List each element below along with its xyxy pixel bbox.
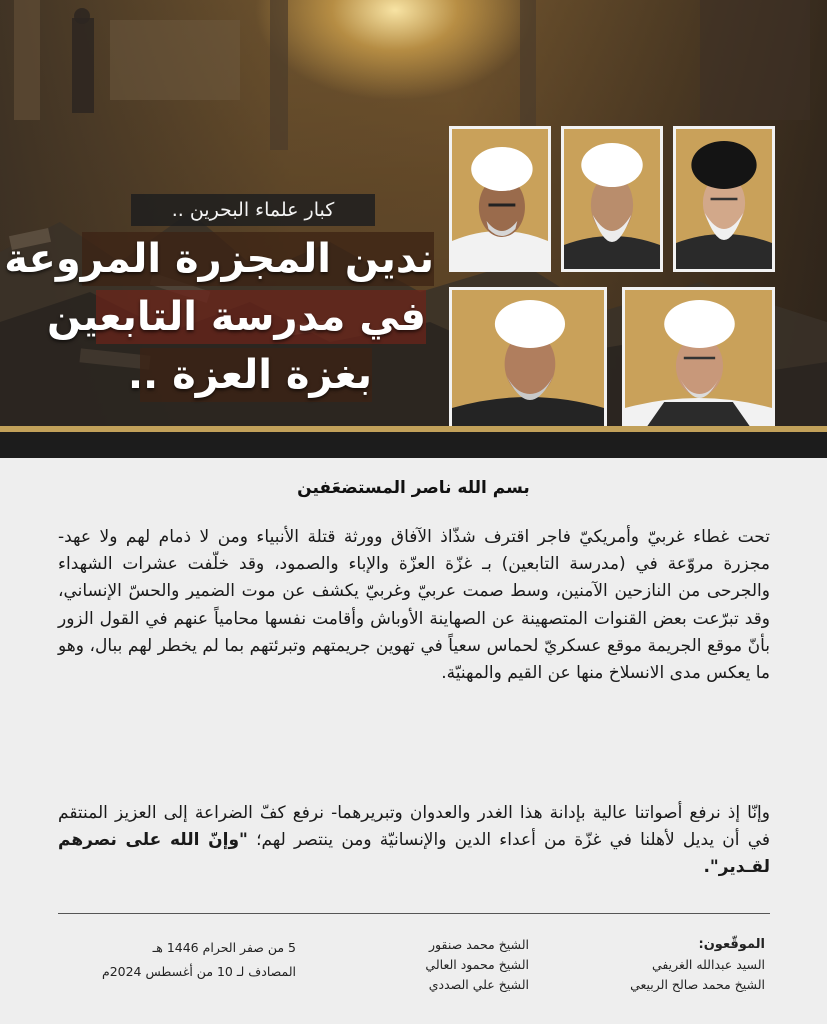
quran-quote: "وإنّ الله على نصرهم لقـدير". — [58, 830, 770, 878]
statement-paragraph-1: تحت غطاء غربيّ وأمريكيّ فاجر اقترف شذّاذ الآفاق وورثة قتلة الأنبياء ومن لا ذمام لهم ولا عهد- مجزرة مروّعة في (مدرسة التابعين) بـ غزّة العزّة والإباء والصمود، وقد خلّفت عشرات الشهداء والجرحى من النازحين الآمنين، وسط صمت عربيّ وغربيّ يكشف عن موت الضمير والحسّ الإنساني، وقد تبرّعت بعض القنوات المتصهينة عن الصهاينة الأوباش وأقامت نفسها محامياً عنهم في القول الزور بأنّ موقع الجريمة موقع عسكريّ لحماس سعياً في تهوين جريمتهم وتبرئتهم بما لم يخطر لهم ببال، وهو ما يعكس مدى الانسلاخ منها عن القيم والمهنيّة. — [58, 527, 770, 684]
headline-line-2: في مدرسة التابعين — [96, 290, 426, 344]
scholar-portrait-white-turban-2 — [561, 126, 663, 272]
signatories-middle — [329, 935, 529, 995]
headline-line-3: بغزة العزة .. — [140, 348, 372, 402]
signatories-right — [545, 935, 765, 995]
signatory-name: السيد عبدالله الغريفي — [651, 957, 765, 972]
hero-banner — [0, 0, 827, 432]
basmala-heading: بسم الله ناصر المستضعَفين — [297, 478, 530, 498]
signatories-title: الموقّعون: — [698, 937, 765, 952]
gregorian-date: المصادف لـ 10 من أغسطس 2024م — [101, 964, 296, 979]
headline-line-1: ندين المجزرة المروعة — [82, 232, 434, 286]
scholar-portrait-white-turban-1 — [449, 126, 551, 272]
signature-divider — [58, 913, 770, 914]
signatory-name: الشيخ محمد صالح الربيعي — [630, 977, 765, 992]
scholar-portrait-white-turban-4 — [622, 287, 775, 432]
statement-paragraph-2 — [58, 800, 770, 882]
statement-paragraph-2-text: وإنّا إذ نرفع أصواتنا عالية بإدانة هذا الغدر والعدوان وتبريرهما- نرفع كفّ الضراعة إلى العزيز المنتقم في أن يديل لأهلنا في غزّة من أعداء الدين والإنسانيّة ومن ينتصر لهم؛ — [58, 803, 770, 851]
gold-stripe — [0, 426, 827, 432]
hijri-date: 5 من صفر الحرام 1446 هـ — [152, 940, 296, 955]
scholar-portrait-black-turban — [673, 126, 775, 272]
signatory-name: الشيخ محمد صنقور — [429, 937, 529, 952]
statement-date — [56, 938, 296, 982]
signatory-name: الشيخ علي الصددي — [428, 977, 529, 992]
headline-kicker: كبار علماء البحرين .. — [131, 194, 375, 226]
hero-divider-band — [0, 426, 827, 458]
scholar-portrait-white-turban-3 — [449, 287, 607, 432]
signatory-name: الشيخ محمود العالي — [425, 957, 529, 972]
